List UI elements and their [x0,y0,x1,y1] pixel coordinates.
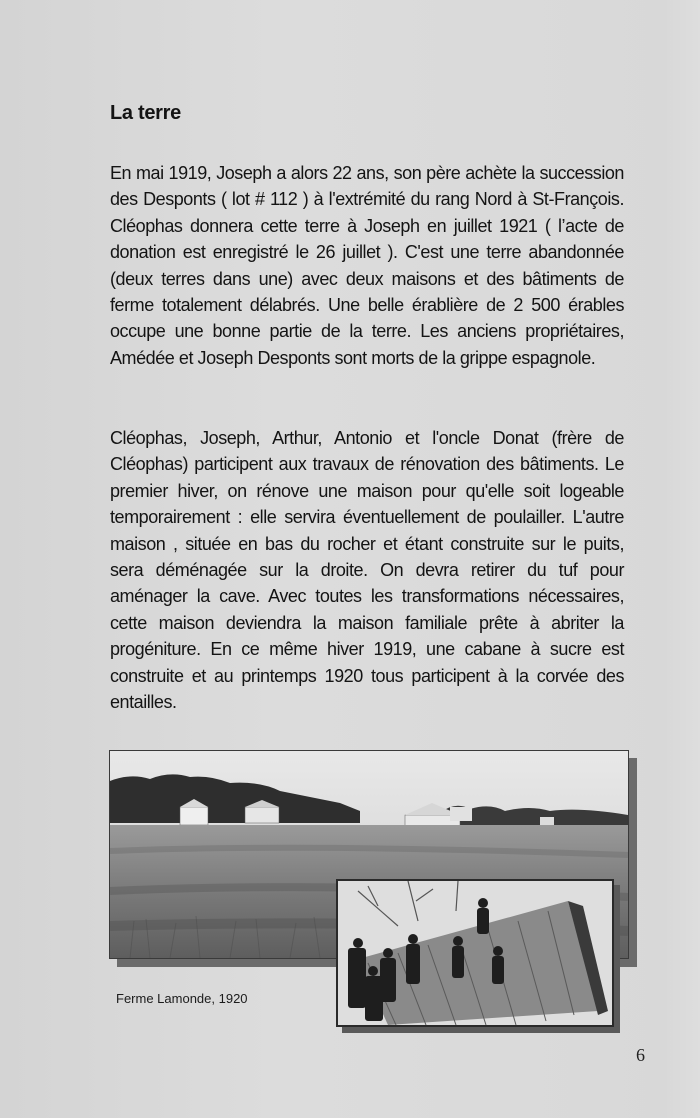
page-edge-shading [664,0,700,1118]
paragraph-2: Cléophas, Joseph, Arthur, Antonio et l'oncle Donat (frère de Cléophas) participent aux travaux de rénovation des bâtiments. Le premier hiver, on rénove une maison pour qu'elle soit logeable temporairement : elle servira éventuellement de poulailler. L'autre maison , située en bas du rocher et étant construite sur le puits, sera déménagée sur la droite. On devra retirer du tuf pour aménager la cave. Avec toutes les transformations nécessaires, cette maison deviendra la maison familiale prête à abriter la progéniture. En ce même hiver 1919, une cabane à sucre est construite et au printemps 1920 tous participent à la corvée des entailles. [110,428,624,713]
roof-work-photo [336,879,614,1027]
page-title: La terre [110,102,181,124]
bleed-through-title [296,110,302,131]
roof-work-image [338,881,612,1025]
paragraph-1: En mai 1919, Joseph a alors 22 ans, son père achète la succession des Desponts ( lot # 112 ) à l'extrémité du rang Nord à St-François. Cléophas donnera cette terre à Joseph en juillet 1921 ( l’acte de donation est enregistré le 26 juillet ). C'est une terre abandonnée (deux terres dans une) avec deux maisons et des bâtiments de ferme totalement délabrés. Une belle érablière de 2 500 érables occupe une bonne partie de la terre. Les anciens propriétaires, Amédée et Joseph Desponts sont morts de la grippe espagnole. [110,163,624,368]
page-number: 6 [636,1045,645,1065]
photo-caption: Ferme Lamonde, 1920 [116,991,248,1006]
